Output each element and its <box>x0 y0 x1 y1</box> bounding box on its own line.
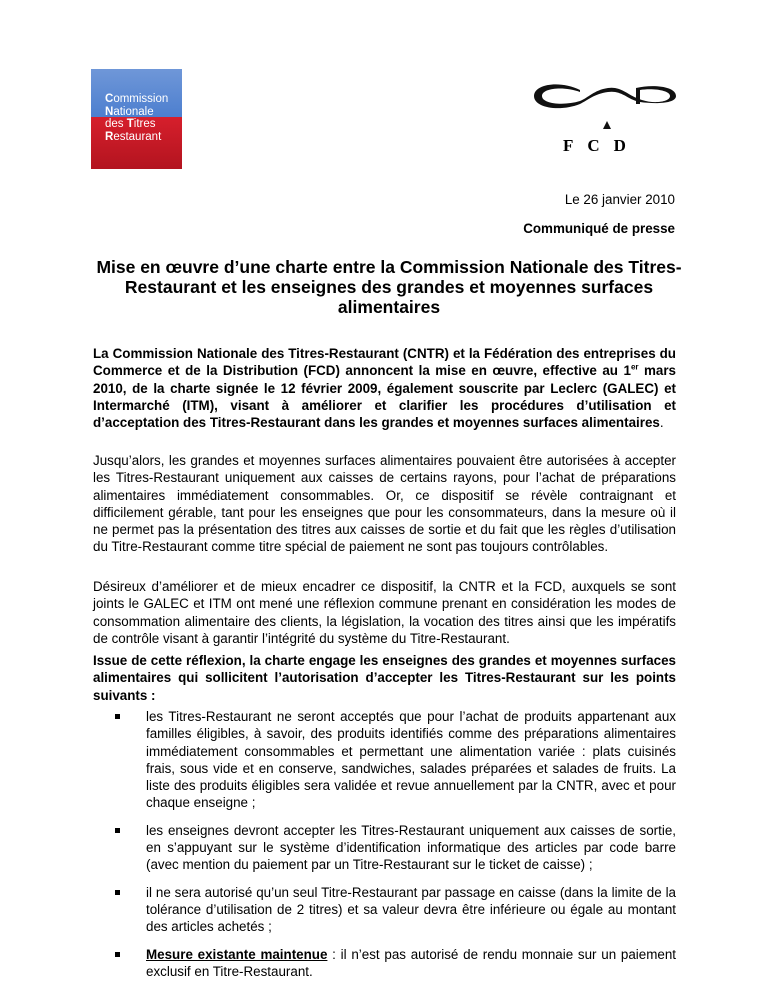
cntr-logo <box>91 69 182 169</box>
logo-initial: C <box>105 93 114 105</box>
commitments-list <box>93 708 676 990</box>
logo-initial: T <box>126 118 134 130</box>
logo-text: des <box>105 118 127 130</box>
list-item: les Titres-Restaurant ne seront acceptés que pour l’achat de produits appartenant aux familles éligibles, à savoir, des produits identifiés comme des préparations alimentaires immédiatement consommables et permettant une alimentation variée : plats cuisinés frais, sous vide et en conserve, sandwiches, salades préparées et salades de fruits. La liste des produits éligibles sera validée et revue annuellement par la CNTR, avec et pour chaque enseigne ; <box>93 708 676 812</box>
list-item: il ne sera autorisé qu’un seul Titre-Restaurant par passage en caisse (dans la limite de la tolérance d’utilisation de 2 titres) et sa valeur devra être inférieure ou égale au montant des articles achetés ; <box>93 884 676 936</box>
commitments-intro: Issue de cette réflexion, la charte engage les enseignes des grandes et moyennes surfaces alimentaires qui sollicitent l’autorisation d’accepter les Titres-Restaurant sur les points suivants : <box>93 653 676 703</box>
press-date: Le 26 janvier 2010 <box>564 192 675 207</box>
logo-text: ationale <box>113 105 154 118</box>
reflection-paragraph: Désireux d’améliorer et de mieux encadrer ce dispositif, la CNTR et la FCD, auxquels se sont joints le GALEC et ITM ont mené une réflexion commune prenant en considération les modes de consommation alimentaire des clients, la législation, la vocation des titres ainsi que les impératifs de contrôle visant à garantir l’intégrité du système du Titre-Restaurant. <box>93 579 676 646</box>
list-item: Mesure existante maintenue : il n’est pas autorisé de rendu monnaie sur un paiement exclusif en Titre-Restaurant. <box>93 946 676 981</box>
bullet-icon <box>115 714 120 719</box>
measure-label: Mesure existante maintenue <box>146 946 328 962</box>
list-item: les enseignes devront accepter les Titres-Restaurant uniquement aux caisses de sortie, en s’appuyant sur le système d’identification informatique des articles par code barre (avec mention du paiement par un Titre-Restaurant sur le ticket de caisse) ; <box>93 822 676 874</box>
bullet-icon <box>115 952 120 957</box>
context-paragraph: Jusqu’alors, les grandes et moyennes surfaces alimentaires pouvaient être autorisées à accepter les Titres-Restaurant uniquement aux caisses de certains rayons, pour l’achat de préparations alimentaires immédiatement consommables. Or, ce dispositif se révèle contraignant et difficilement gérable, tant pour les enseignes que pour les consommateurs, dans la mesure où il ne permet pas la présentation des titres aux caisses de sortie et du fait que les règles d’utilisation du Titre-Restaurant comme titre spécial de paiement ne sont pas toujours contrôlables. <box>93 453 676 555</box>
document-type: Communiqué de presse <box>523 221 675 236</box>
logo-text: estaurant <box>113 130 162 143</box>
page-title: Mise en œuvre d’une charte entre la Commission Nationale des Titres-Restaurant et les enseignes des grandes et moyennes surfaces alimentaires <box>96 257 682 317</box>
intro-paragraph: La Commission Nationale des Titres-Restaurant (CNTR) et la Fédération des entreprises du Commerce et de la Distribution (FCD) annoncent la mise en œuvre, effective au 1er mars 2010, de la charte signée le 12 février 2009, également souscrite par Leclerc (GALEC) et Intermarché (ITM), visant à améliorer et clarifier les procédures d’utilisation et d’acceptation des Titres-Restaurant dans les grandes et moyennes surfaces alimentaires. <box>93 346 677 431</box>
bullet-icon <box>115 828 120 833</box>
logo-text: itres <box>133 118 156 130</box>
bullet-icon <box>115 890 120 895</box>
logo-initial: N <box>105 105 114 118</box>
logo-initial: R <box>105 130 114 143</box>
logo-text: ommission <box>113 93 169 105</box>
fcd-logo-letters: FCD <box>563 136 640 155</box>
